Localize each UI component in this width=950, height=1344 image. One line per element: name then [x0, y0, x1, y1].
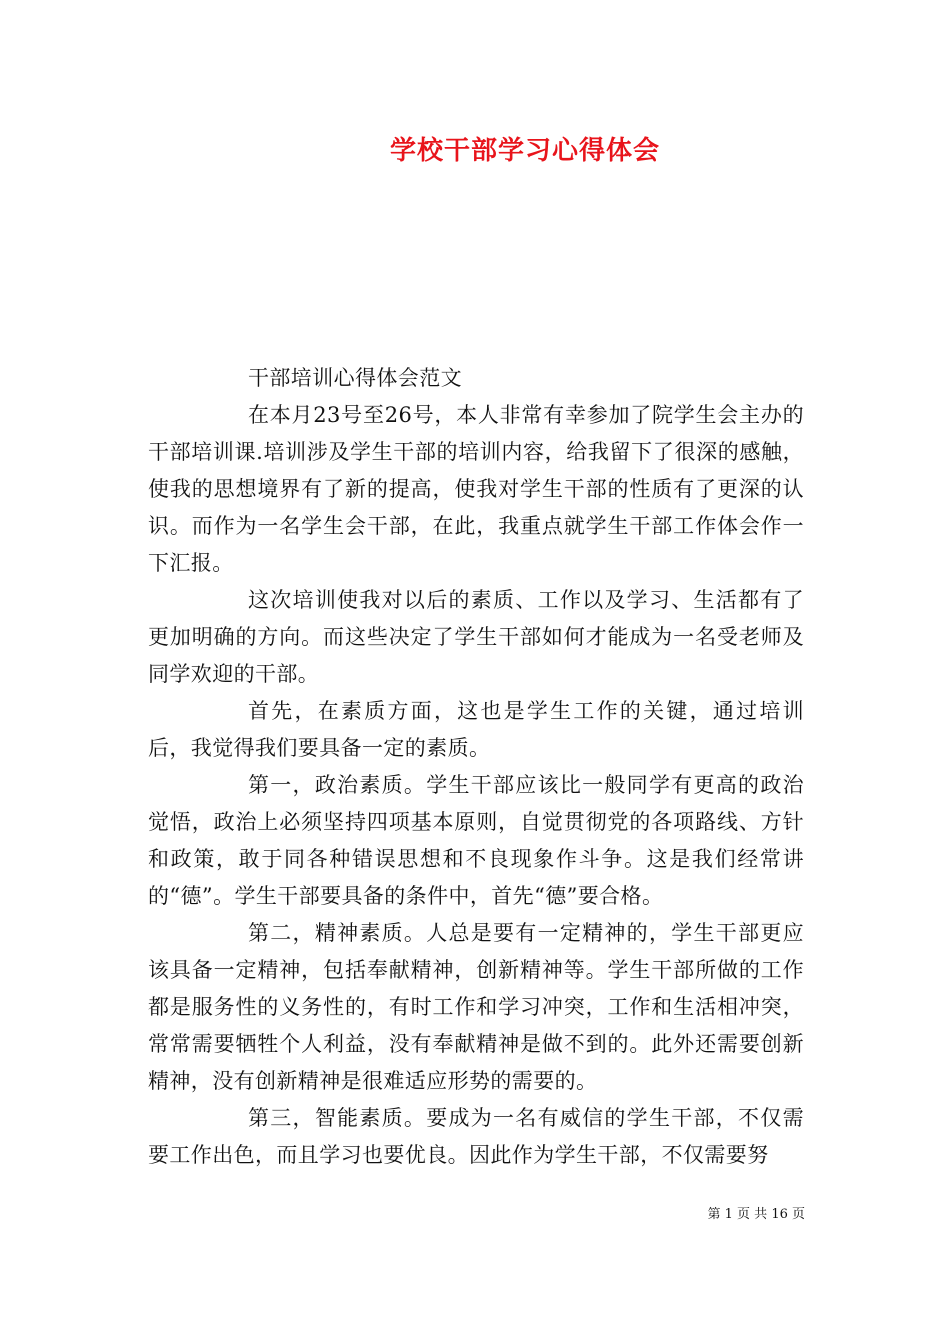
paragraph-3: 首先，在素质方面，这也是学生工作的关键，通过培训后，我觉得我们要具备一定的素质。	[148, 699, 804, 760]
paragraph-1: 在本月23号至26号，本人非常有幸参加了院学生会主办的干部培训课.培训涉及学生干部的培训内容，给我留下了很深的感触，使我的思想境界有了新的提高，使我对学生干部的性质有了更深的认识。而作为一名学生会干部，在此，我重点就学生干部工作体会作一下汇报。	[148, 403, 804, 575]
document-title: 学校干部学习心得体会	[389, 136, 660, 166]
paragraph-4: 第一，政治素质。学生干部应该比一般同学有更高的政治觉悟，政治上必须坚持四项基本原则，自觉贯彻党的各项路线、方针和政策，敢于同各种错误思想和不良现象作斗争。这是我们经常讲的“德”。学生干部要具备的条件中，首先“德”要合格。	[148, 773, 804, 908]
document-subtitle: 干部培训心得体会范文	[248, 366, 462, 390]
page-number: 第 1 页 共 16 页	[707, 1207, 805, 1222]
paragraph-2: 这次培训使我对以后的素质、工作以及学习、生活都有了更加明确的方向。而这些决定了学生干部如何才能成为一名受老师及同学欢迎的干部。	[148, 588, 804, 686]
document-body	[148, 360, 804, 1174]
paragraph-5: 第二，精神素质。人总是要有一定精神的，学生干部更应该具备一定精神，包括奉献精神，创新精神等。学生干部所做的工作都是服务性的义务性的，有时工作和学习冲突，工作和生活相冲突，常常需要牺牲个人利益，没有奉献精神是做不到的。此外还需要创新精神，没有创新精神是很难适应形势的需要的。	[148, 921, 804, 1093]
paragraph-6: 第三，智能素质。要成为一名有威信的学生干部，不仅需要工作出色，而且学习也要优良。因此作为学生干部，不仅需要努	[148, 1106, 804, 1167]
